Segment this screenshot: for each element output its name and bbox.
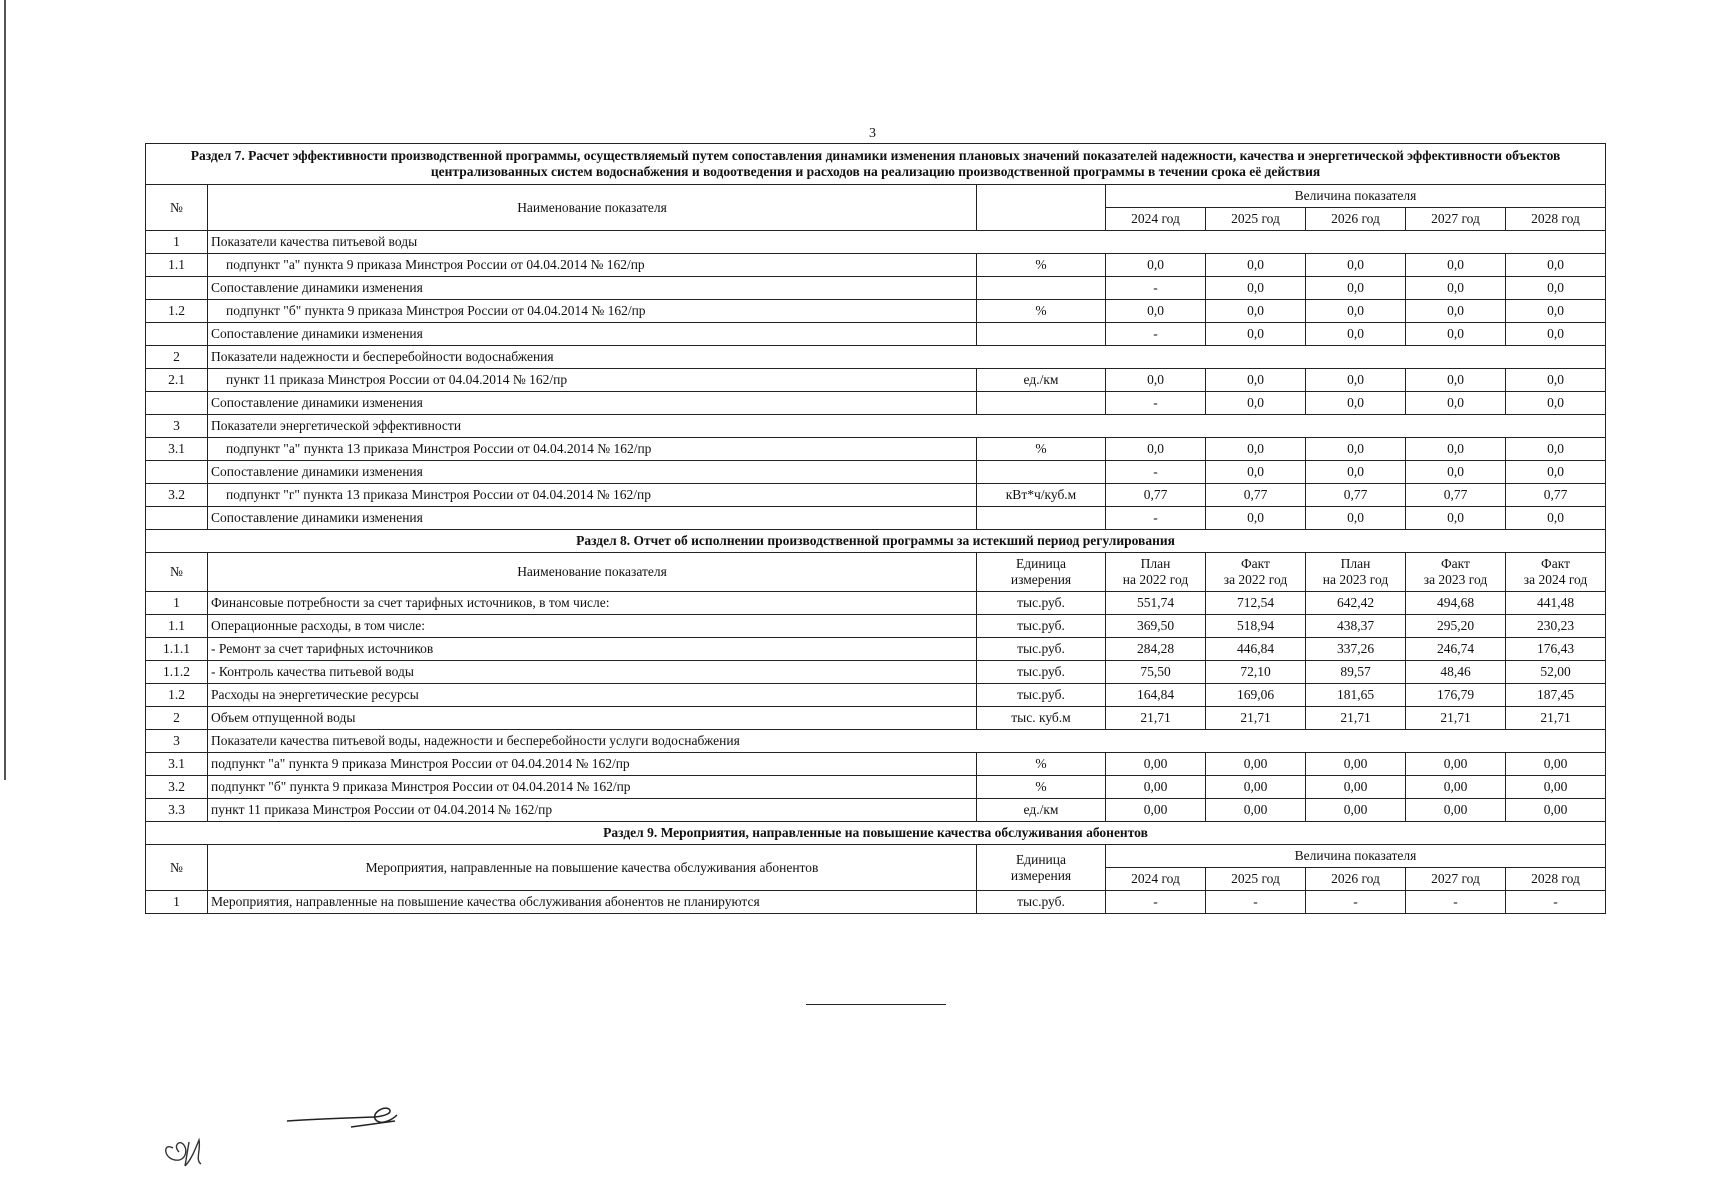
header-year: 2026 год bbox=[1306, 868, 1406, 891]
group-name: Показатели качества питьевой воды bbox=[208, 231, 1606, 254]
value-cell: 0,0 bbox=[1206, 277, 1306, 300]
value-cell: 0,00 bbox=[1406, 776, 1506, 799]
indicator-name: Сопоставление динамики изменения bbox=[208, 277, 977, 300]
header-number: № bbox=[146, 553, 208, 592]
value-cell: 0,0 bbox=[1506, 369, 1606, 392]
value-cell: 494,68 bbox=[1406, 592, 1506, 615]
header-line: измерения bbox=[1010, 572, 1072, 587]
section-8-title: Раздел 8. Отчет об исполнении производственной программы за истекший период регулирования bbox=[146, 530, 1606, 553]
table-row bbox=[146, 277, 1606, 300]
value-cell: 0,0 bbox=[1406, 461, 1506, 484]
value-cell: 0,0 bbox=[1306, 254, 1406, 277]
value-cell: 446,84 bbox=[1206, 638, 1306, 661]
table-row bbox=[146, 592, 1606, 615]
header-line: Факт bbox=[1241, 556, 1270, 571]
indicator-name: Расходы на энергетические ресурсы bbox=[208, 684, 977, 707]
value-cell: 0,77 bbox=[1406, 484, 1506, 507]
value-cell: 0,0 bbox=[1506, 507, 1606, 530]
indicator-name: подпункт "б" пункта 9 приказа Минстроя России от 04.04.2014 № 162/пр bbox=[208, 300, 977, 323]
group-name: Показатели качества питьевой воды, надежности и бесперебойности услуги водоснабжения bbox=[208, 730, 1606, 753]
table-row bbox=[146, 300, 1606, 323]
value-cell: - bbox=[1506, 891, 1606, 914]
value-cell: - bbox=[1106, 277, 1206, 300]
group-name: Показатели надежности и бесперебойности водоснабжения bbox=[208, 346, 1606, 369]
header-number: № bbox=[146, 185, 208, 231]
header-year: 2028 год bbox=[1506, 208, 1606, 231]
header-year: 2025 год bbox=[1206, 208, 1306, 231]
value-cell: 0,00 bbox=[1306, 776, 1406, 799]
table-row bbox=[146, 684, 1606, 707]
value-cell: 0,0 bbox=[1206, 369, 1306, 392]
row-number: 1.1.1 bbox=[146, 638, 208, 661]
row-number bbox=[146, 461, 208, 484]
row-number: 3.1 bbox=[146, 438, 208, 461]
value-cell: 230,23 bbox=[1506, 615, 1606, 638]
unit-cell bbox=[977, 277, 1106, 300]
handwritten-initials bbox=[155, 1120, 225, 1170]
value-cell: 0,0 bbox=[1206, 438, 1306, 461]
indicator-name: - Ремонт за счет тарифных источников bbox=[208, 638, 977, 661]
value-cell: 0,0 bbox=[1206, 392, 1306, 415]
value-cell: 75,50 bbox=[1106, 661, 1206, 684]
header-value-group: Величина показателя bbox=[1106, 185, 1606, 208]
row-number: 3.2 bbox=[146, 484, 208, 507]
header-number: № bbox=[146, 845, 208, 891]
indicator-name: подпункт "б" пункта 9 приказа Минстроя России от 04.04.2014 № 162/пр bbox=[208, 776, 977, 799]
group-name: Показатели энергетической эффективности bbox=[208, 415, 1606, 438]
value-cell: 0,0 bbox=[1406, 369, 1506, 392]
value-cell: 21,71 bbox=[1406, 707, 1506, 730]
indicator-name: подпункт "а" пункта 9 приказа Минстроя России от 04.04.2014 № 162/пр bbox=[208, 254, 977, 277]
header-line: Единица bbox=[1015, 556, 1066, 571]
indicator-name: пункт 11 приказа Минстроя России от 04.04.2014 № 162/пр bbox=[208, 369, 977, 392]
unit-cell: тыс.руб. bbox=[977, 615, 1106, 638]
value-cell: 0,0 bbox=[1306, 461, 1406, 484]
table-row bbox=[146, 185, 1606, 208]
row-number: 3.2 bbox=[146, 776, 208, 799]
header-year: 2024 год bbox=[1106, 868, 1206, 891]
value-cell: 284,28 bbox=[1106, 638, 1206, 661]
header-name: Наименование показателя bbox=[208, 185, 977, 231]
value-cell: 369,50 bbox=[1106, 615, 1206, 638]
header-line: на 2023 год bbox=[1322, 572, 1389, 587]
value-cell: 0,0 bbox=[1206, 300, 1306, 323]
header-line: Единица bbox=[1015, 851, 1066, 867]
indicator-name: - Контроль качества питьевой воды bbox=[208, 661, 977, 684]
value-cell: 48,46 bbox=[1406, 661, 1506, 684]
table-row bbox=[146, 891, 1606, 914]
value-cell: - bbox=[1106, 891, 1206, 914]
value-cell: 0,00 bbox=[1406, 799, 1506, 822]
value-cell: 0,00 bbox=[1106, 776, 1206, 799]
table-row bbox=[146, 484, 1606, 507]
table-row bbox=[146, 231, 1606, 254]
unit-cell: тыс.руб. bbox=[977, 592, 1106, 615]
value-cell: 0,0 bbox=[1506, 392, 1606, 415]
header-period bbox=[1306, 553, 1406, 592]
value-cell: 187,45 bbox=[1506, 684, 1606, 707]
value-cell: 0,00 bbox=[1506, 799, 1606, 822]
value-cell: 0,0 bbox=[1506, 438, 1606, 461]
unit-cell bbox=[977, 507, 1106, 530]
indicator-name: подпункт "г" пункта 13 приказа Минстроя России от 04.04.2014 № 162/пр bbox=[208, 484, 977, 507]
value-cell: 0,0 bbox=[1306, 323, 1406, 346]
indicator-name: пункт 11 приказа Минстроя России от 04.04.2014 № 162/пр bbox=[208, 799, 977, 822]
row-number: 3.3 bbox=[146, 799, 208, 822]
value-cell: 169,06 bbox=[1206, 684, 1306, 707]
row-number: 1.1 bbox=[146, 254, 208, 277]
value-cell: - bbox=[1206, 891, 1306, 914]
unit-cell bbox=[977, 392, 1106, 415]
header-name: Мероприятия, направленные на повышение качества обслуживания абонентов bbox=[208, 845, 977, 891]
indicator-name: Объем отпущенной воды bbox=[208, 707, 977, 730]
header-line: Факт bbox=[1541, 556, 1570, 571]
header-period bbox=[1406, 553, 1506, 592]
value-cell: 0,00 bbox=[1506, 753, 1606, 776]
table-row bbox=[146, 638, 1606, 661]
value-cell: 0,0 bbox=[1406, 392, 1506, 415]
table-row bbox=[146, 254, 1606, 277]
value-cell: 0,0 bbox=[1406, 323, 1506, 346]
header-period bbox=[1206, 553, 1306, 592]
table-row bbox=[146, 661, 1606, 684]
header-line: План bbox=[1340, 556, 1371, 571]
value-cell: 176,79 bbox=[1406, 684, 1506, 707]
value-cell: - bbox=[1406, 891, 1506, 914]
value-cell: 0,0 bbox=[1406, 438, 1506, 461]
unit-cell bbox=[977, 461, 1106, 484]
table-row bbox=[146, 530, 1606, 553]
value-cell: 0,0 bbox=[1206, 323, 1306, 346]
value-cell: 0,77 bbox=[1506, 484, 1606, 507]
value-cell: 0,0 bbox=[1406, 254, 1506, 277]
table-row bbox=[146, 845, 1606, 868]
value-cell: 0,0 bbox=[1206, 507, 1306, 530]
value-cell: 0,0 bbox=[1306, 438, 1406, 461]
value-cell: 0,00 bbox=[1306, 799, 1406, 822]
unit-cell: ед./км bbox=[977, 369, 1106, 392]
row-number bbox=[146, 507, 208, 530]
value-cell: 0,0 bbox=[1506, 323, 1606, 346]
header-line: измерения bbox=[1010, 867, 1072, 883]
table-row bbox=[146, 753, 1606, 776]
header-line: Факт bbox=[1441, 556, 1470, 571]
value-cell: 0,0 bbox=[1106, 254, 1206, 277]
value-cell: 164,84 bbox=[1106, 684, 1206, 707]
value-cell: 441,48 bbox=[1506, 592, 1606, 615]
row-number: 2 bbox=[146, 346, 208, 369]
section-9-title: Раздел 9. Мероприятия, направленные на повышение качества обслуживания абонентов bbox=[146, 822, 1606, 845]
row-number: 3 bbox=[146, 730, 208, 753]
value-cell: 0,0 bbox=[1506, 461, 1606, 484]
value-cell: 0,00 bbox=[1206, 753, 1306, 776]
unit-cell: % bbox=[977, 753, 1106, 776]
indicator-name: Сопоставление динамики изменения bbox=[208, 323, 977, 346]
value-cell: 0,0 bbox=[1106, 438, 1206, 461]
value-cell: 52,00 bbox=[1506, 661, 1606, 684]
value-cell: - bbox=[1106, 392, 1206, 415]
value-cell: 0,0 bbox=[1306, 277, 1406, 300]
unit-cell: ед./км bbox=[977, 799, 1106, 822]
value-cell: - bbox=[1106, 507, 1206, 530]
indicator-name: Мероприятия, направленные на повышение качества обслуживания абонентов не планируются bbox=[208, 891, 977, 914]
value-cell: - bbox=[1106, 323, 1206, 346]
header-period bbox=[1506, 553, 1606, 592]
indicator-name: Сопоставление динамики изменения bbox=[208, 392, 977, 415]
value-cell: 72,10 bbox=[1206, 661, 1306, 684]
value-cell: 176,43 bbox=[1506, 638, 1606, 661]
unit-cell bbox=[977, 323, 1106, 346]
row-number bbox=[146, 323, 208, 346]
value-cell: 0,0 bbox=[1306, 392, 1406, 415]
handwritten-signature bbox=[285, 1105, 405, 1135]
value-cell: 0,0 bbox=[1506, 277, 1606, 300]
unit-cell: % bbox=[977, 776, 1106, 799]
row-number: 3 bbox=[146, 415, 208, 438]
value-cell: 0,0 bbox=[1306, 369, 1406, 392]
table-row bbox=[146, 461, 1606, 484]
header-line: за 2022 год bbox=[1223, 572, 1288, 587]
unit-cell: % bbox=[977, 438, 1106, 461]
table-row bbox=[146, 144, 1606, 185]
value-cell: 642,42 bbox=[1306, 592, 1406, 615]
unit-cell: % bbox=[977, 300, 1106, 323]
closing-rule bbox=[806, 1004, 946, 1005]
header-year: 2024 год bbox=[1106, 208, 1206, 231]
indicator-name: Финансовые потребности за счет тарифных источников, в том числе: bbox=[208, 592, 977, 615]
header-value-group: Величина показателя bbox=[1106, 845, 1606, 868]
table-row bbox=[146, 799, 1606, 822]
row-number: 1 bbox=[146, 592, 208, 615]
header-line: на 2022 год bbox=[1122, 572, 1189, 587]
row-number: 2.1 bbox=[146, 369, 208, 392]
unit-cell: тыс.руб. bbox=[977, 684, 1106, 707]
value-cell: - bbox=[1306, 891, 1406, 914]
value-cell: 0,00 bbox=[1406, 753, 1506, 776]
value-cell: 438,37 bbox=[1306, 615, 1406, 638]
value-cell: 0,77 bbox=[1206, 484, 1306, 507]
indicator-name: Операционные расходы, в том числе: bbox=[208, 615, 977, 638]
unit-cell: тыс.руб. bbox=[977, 891, 1106, 914]
table-row bbox=[146, 730, 1606, 753]
header-name: Наименование показателя bbox=[208, 553, 977, 592]
header-period bbox=[1106, 553, 1206, 592]
value-cell: 0,0 bbox=[1406, 277, 1506, 300]
value-cell: 0,00 bbox=[1206, 776, 1306, 799]
row-number: 1.2 bbox=[146, 300, 208, 323]
value-cell: 0,0 bbox=[1106, 300, 1206, 323]
unit-cell: тыс.руб. bbox=[977, 661, 1106, 684]
value-cell: 0,00 bbox=[1306, 753, 1406, 776]
row-number: 3.1 bbox=[146, 753, 208, 776]
unit-cell: % bbox=[977, 254, 1106, 277]
value-cell: - bbox=[1106, 461, 1206, 484]
indicator-name: подпункт "а" пункта 9 приказа Минстроя России от 04.04.2014 № 162/пр bbox=[208, 753, 977, 776]
indicator-name: Сопоставление динамики изменения bbox=[208, 507, 977, 530]
unit-cell: тыс. куб.м bbox=[977, 707, 1106, 730]
table-row bbox=[146, 415, 1606, 438]
header-year: 2027 год bbox=[1406, 208, 1506, 231]
value-cell: 337,26 bbox=[1306, 638, 1406, 661]
value-cell: 0,0 bbox=[1306, 507, 1406, 530]
value-cell: 0,00 bbox=[1206, 799, 1306, 822]
header-line: План bbox=[1140, 556, 1171, 571]
value-cell: 246,74 bbox=[1406, 638, 1506, 661]
value-cell: 295,20 bbox=[1406, 615, 1506, 638]
row-number: 1 bbox=[146, 231, 208, 254]
value-cell: 0,00 bbox=[1106, 753, 1206, 776]
value-cell: 21,71 bbox=[1106, 707, 1206, 730]
row-number: 2 bbox=[146, 707, 208, 730]
table-row bbox=[146, 707, 1606, 730]
value-cell: 0,0 bbox=[1306, 300, 1406, 323]
table-row bbox=[146, 438, 1606, 461]
row-number: 1 bbox=[146, 891, 208, 914]
value-cell: 0,0 bbox=[1506, 254, 1606, 277]
table-row bbox=[146, 369, 1606, 392]
value-cell: 551,74 bbox=[1106, 592, 1206, 615]
value-cell: 518,94 bbox=[1206, 615, 1306, 638]
value-cell: 89,57 bbox=[1306, 661, 1406, 684]
header-year: 2026 год bbox=[1306, 208, 1406, 231]
header-unit bbox=[977, 845, 1106, 891]
value-cell: 21,71 bbox=[1506, 707, 1606, 730]
table-row bbox=[146, 553, 1606, 592]
value-cell: 0,00 bbox=[1106, 799, 1206, 822]
value-cell: 0,00 bbox=[1506, 776, 1606, 799]
table-row bbox=[146, 507, 1606, 530]
indicator-name: Сопоставление динамики изменения bbox=[208, 461, 977, 484]
value-cell: 712,54 bbox=[1206, 592, 1306, 615]
unit-cell: тыс.руб. bbox=[977, 638, 1106, 661]
header-year: 2025 год bbox=[1206, 868, 1306, 891]
table-row bbox=[146, 323, 1606, 346]
value-cell: 0,77 bbox=[1106, 484, 1206, 507]
value-cell: 0,77 bbox=[1306, 484, 1406, 507]
header-line: за 2023 год bbox=[1423, 572, 1488, 587]
value-cell: 0,0 bbox=[1506, 300, 1606, 323]
row-number: 1.1 bbox=[146, 615, 208, 638]
value-cell: 21,71 bbox=[1206, 707, 1306, 730]
value-cell: 0,0 bbox=[1406, 507, 1506, 530]
row-number bbox=[146, 277, 208, 300]
value-cell: 181,65 bbox=[1306, 684, 1406, 707]
table-row bbox=[146, 822, 1606, 845]
value-cell: 0,0 bbox=[1406, 300, 1506, 323]
header-year: 2028 год bbox=[1506, 868, 1606, 891]
indicator-name: подпункт "а" пункта 13 приказа Минстроя России от 04.04.2014 № 162/пр bbox=[208, 438, 977, 461]
value-cell: 0,0 bbox=[1206, 461, 1306, 484]
row-number: 1.2 bbox=[146, 684, 208, 707]
value-cell: 0,0 bbox=[1206, 254, 1306, 277]
value-cell: 21,71 bbox=[1306, 707, 1406, 730]
row-number bbox=[146, 392, 208, 415]
page-number: 3 bbox=[869, 126, 876, 141]
table-row bbox=[146, 776, 1606, 799]
header-year: 2027 год bbox=[1406, 868, 1506, 891]
unit-cell: кВт*ч/куб.м bbox=[977, 484, 1106, 507]
section-7-title: Раздел 7. Расчет эффективности производственной программы, осуществляемый путем сопоставления динамики изменения плановых значений показателей надежности, качества и энергетической эффективности объектов централизованных систем водоснабжения и водоотведения и расходов на реализацию производственной программы в течении срока её действия bbox=[146, 144, 1606, 185]
value-cell: 0,0 bbox=[1106, 369, 1206, 392]
table-row bbox=[146, 392, 1606, 415]
header-unit bbox=[977, 185, 1106, 231]
header-unit bbox=[977, 553, 1106, 592]
table-row bbox=[146, 346, 1606, 369]
scan-edge-line bbox=[4, 0, 6, 780]
table-row bbox=[146, 615, 1606, 638]
production-program-table bbox=[145, 143, 1606, 914]
header-line: за 2024 год bbox=[1523, 572, 1588, 587]
row-number: 1.1.2 bbox=[146, 661, 208, 684]
